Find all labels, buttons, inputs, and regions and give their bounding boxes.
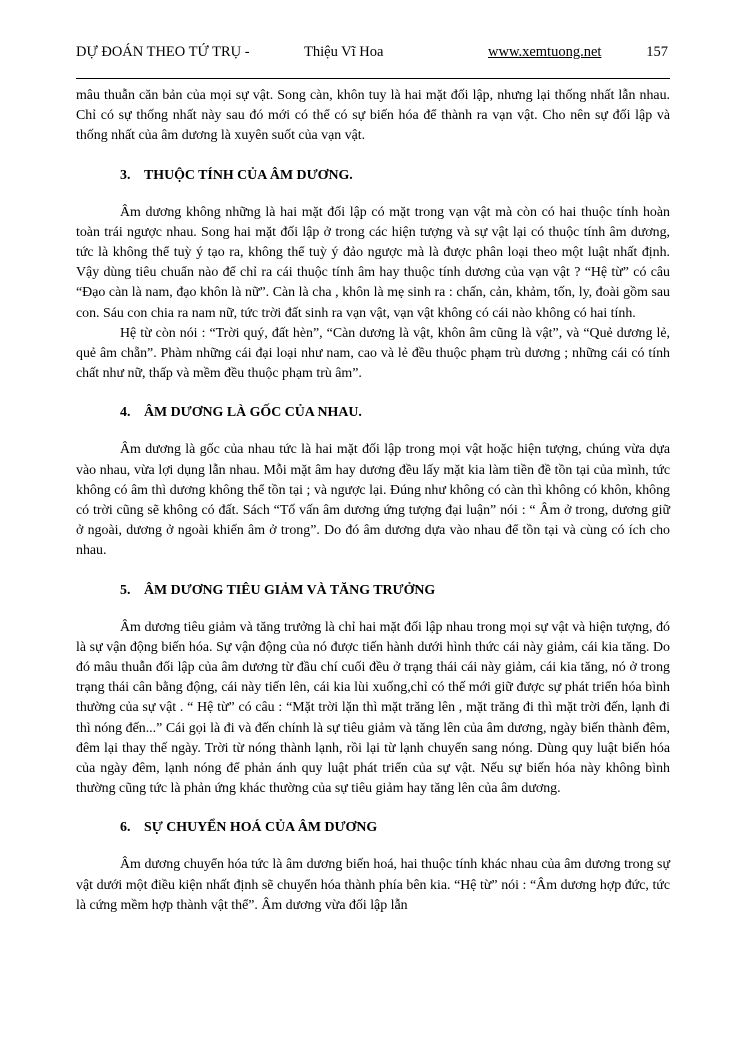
- header-rule: [76, 78, 670, 79]
- section-3-heading: 3. THUỘC TÍNH CỦA ÂM DƯƠNG.: [120, 167, 353, 183]
- header-author: Thiệu Vĩ Hoa: [304, 44, 384, 60]
- intro-paragraph: mâu thuẫn căn bản của mọi sự vật. Song càn, khôn tuy là hai mặt đối lập, nhưng lại thống nhất lẫn nhau. Chỉ có sự thống nhất này sau đó mới có thể có sự biến hóa để thành ra vạn vật. Cho nên sự đối lập và thống nhất của âm dương là xuyên suốt của vạn vật.: [76, 88, 670, 144]
- section-5-paragraph-1: Âm dương tiêu giảm và tăng trưởng là chỉ hai mặt đối lập nhau trong mọi sự vật và hiện tượng, đó là sự vận động biến hóa. Sự vận động của nó được tiến hành dưới hình thức cái này giảm, cái kia tăng. Do đó mâu thuẫn đối lập của âm dương từ đầu chí cuối đều ở trạng thái cái này giảm, cái kia tăng, nó ở trong trạng thái cân bằng động, cái này tiến lên, cái kia lùi xuống,chỉ có thế mới giữ được sự phát triển hóa bình thường của sự vật . “ Hệ từ” có câu : “Mặt trời lặn thì mặt trăng lên , mặt trăng đi thì mặt trời đến, lạnh đi thì nóng đến...” Cái gọi là đi và đến chính là sự tiêu giảm và tăng lên của âm dương, ngày biến thành đêm, đêm lại thay thế ngày. Trời từ nóng thành lạnh, rồi lại từ lạnh chuyển sang nóng. Dùng quy luật biến hóa của ngày đêm, lạnh nóng để phản ánh quy luật phát triển của sự vật. Nếu sự biến hóa này không bình thường cũng tức là phản ứng khác thường của sự tiêu giảm hay tăng lên của âm dương.: [76, 619, 670, 797]
- section-4-heading: 4. ÂM DƯƠNG LÀ GỐC CỦA NHAU.: [120, 405, 362, 421]
- page-header: [76, 44, 670, 68]
- section-3-paragraph-2: Hệ từ còn nói : “Trời quý, đất hèn”, “Càn dương là vật, khôn âm cũng là vật”, và “Quẻ dương lẻ, quẻ âm chẵn”. Phàm những cái đại loại như nam, cao và lẻ đều thuộc phạm trù dương ; những cái có tính chất như nữ, thấp và mềm đều thuộc phạm trù âm”.: [76, 325, 670, 382]
- header-title: DỰ ĐOÁN THEO TỨ TRỤ -: [76, 44, 250, 60]
- section-6-heading: 6. SỰ CHUYỂN HOÁ CỦA ÂM DƯƠNG: [120, 820, 378, 836]
- header-page-number: 157: [646, 44, 668, 60]
- section-6-paragraph-1: Âm dương chuyển hóa tức là âm dương biến hoá, hai thuộc tính khác nhau của âm dương trong sự vật dưới một điều kiện nhất định sẽ chuyển hóa thành phía bên kia. “Hệ từ” nói : “Âm dương hợp đức, tức là cứng mềm hợp thành vật thể”. Âm dương vừa đối lập lẫn: [76, 857, 670, 913]
- section-5-heading: 5. ÂM DƯƠNG TIÊU GIẢM VÀ TĂNG TRƯỞNG: [120, 582, 436, 598]
- section-4-paragraph-1: Âm dương là gốc của nhau tức là hai mặt đối lập trong mọi vật hoặc hiện tượng, chúng vừa dựa vào nhau, vừa lợi dụng lẫn nhau. Mỗi mặt âm hay dương đều lấy mặt kia làm tiền đề tồn tại của mình, tức không có âm thì dương không thể tồn tại ; và ngược lại. Đúng như không có càn thì không có khôn, không có trời cũng sẽ không có đất. Sách “Tố vấn âm dương ứng tượng đại luận” nói : “ Âm ở trong, dương giữ ở ngoài, dương ở ngoài khiến âm ở trong”. Do đó âm dương dựa vào nhau để tồn tại và cùng có ích cho nhau.: [76, 442, 670, 559]
- header-url-link[interactable]: www.xemtuong.net: [488, 44, 602, 60]
- page-body: [76, 86, 670, 916]
- section-3-paragraph-1: Âm dương không những là hai mặt đối lập có mặt trong vạn vật mà còn có hai thuộc tính hoàn toàn trái ngược nhau. Song hai mặt đối lập ở trong các hiện tượng và sự vật lại có thuộc tính âm dương, tức là không thể tuỳ ý tạo ra, không thể tuỳ ý đảo ngược mà là được phân loại theo một luật nhất định. Vậy dùng tiêu chuẩn nào để chỉ ra cái thuộc tính âm hay thuộc tính dương của vạn vật ? “Hệ từ” có câu “Đạo càn là nam, đạo khôn là nữ”. Càn là cha , khôn là mẹ sinh ra : chấn, cản, khảm, tốn, ly, đoài gồm sau con. Sáu con chia ra nam nữ, tức trời đất sinh ra vạn vật, vạn vật không có cái nào không có hai tính.: [76, 204, 670, 321]
